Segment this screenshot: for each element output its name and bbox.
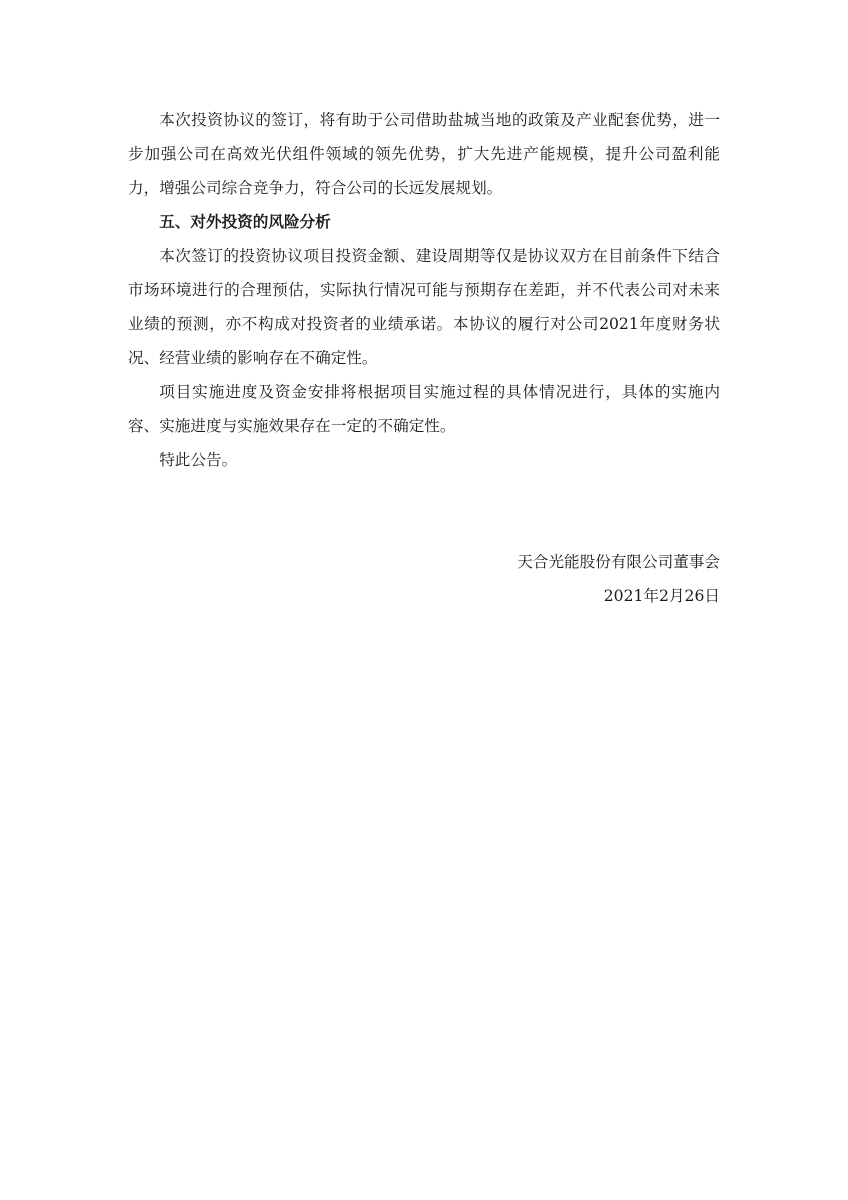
signature-company: 天合光能股份有限公司董事会 <box>517 553 720 571</box>
closing-statement: 特此公告。 <box>159 451 238 469</box>
paragraph-risk-estimate: 本次签订的投资协议项目投资金额、建设周期等仅是协议双方在目前条件下结合市场环境进行的合理预估，实际执行情况可能与预期存在差距，并不代表公司对未来业绩的预测，亦不构成对投资者的业绩承诺。本协议的履行对公司2021年度财务状况、经营业绩的影响存在不确定性。 <box>128 247 720 367</box>
document-body <box>128 103 720 477</box>
paragraph-risk-implementation: 项目实施进度及资金安排将根据项目实施过程的具体情况进行，具体的实施内容、实施进度与实施效果存在一定的不确定性。 <box>128 383 720 435</box>
signature-block <box>128 545 720 613</box>
paragraph-investment-benefits: 本次投资协议的签订，将有助于公司借助盐城当地的政策及产业配套优势，进一步加强公司在高效光伏组件领域的领先优势，扩大先进产能规模，提升公司盈利能力，增强公司综合竞争力，符合公司的长远发展规划。 <box>128 111 720 197</box>
section-heading-risk-analysis: 五、对外投资的风险分析 <box>159 213 331 231</box>
signature-date: 2021年2月26日 <box>603 587 720 605</box>
